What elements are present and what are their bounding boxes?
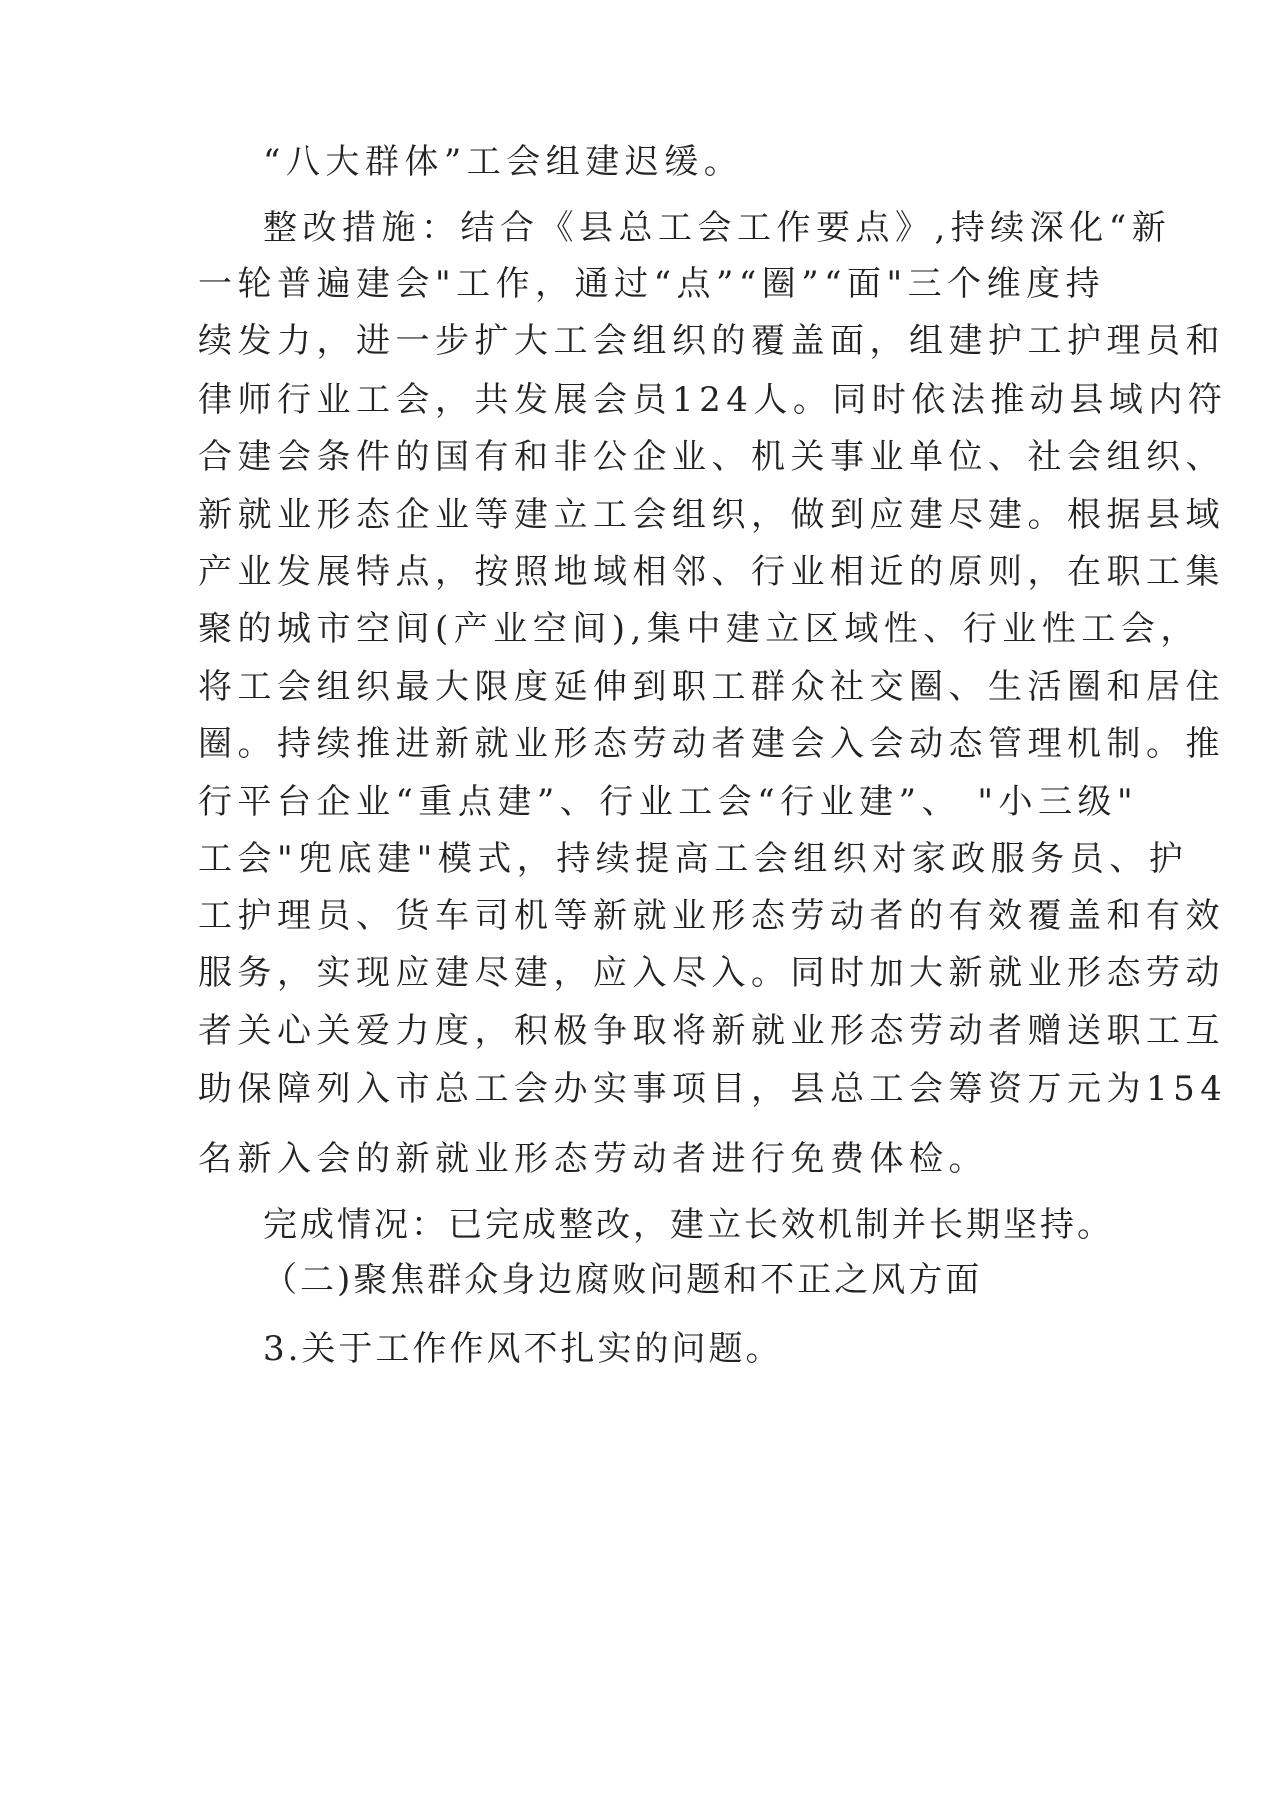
- text-line-7: 新就业形态企业等建立工会组织，做到应建尽建。根据县域: [198, 495, 1225, 535]
- text-line-13: 工会"兜底建"模式，持续提高工会组织对家政服务员、护: [198, 839, 1189, 879]
- text-line-10: 将工会组织最大限度延伸到职工群众社交圈、生活圈和居住: [198, 667, 1225, 707]
- text-line-3: 一轮普遍建会"工作，通过“点”“圈”“面"三个维度持: [198, 264, 1106, 304]
- section-heading: （二)聚焦群众身边腐败问题和不正之风方面: [263, 1260, 983, 1300]
- text-line-1: “八大群体”工会组建迟缓。: [263, 142, 744, 182]
- text-line-18: 名新入会的新就业形态劳动者进行免费体检。: [198, 1139, 988, 1179]
- text-line-5: 律师行业工会，共发展会员124人。同时依法推动县域内符: [198, 380, 1228, 420]
- text-line-12: 行平台企业“重点建”、行业工会“行业建”、 "小三级": [198, 782, 1139, 822]
- text-line-16: 者关心关爱力度，积极争取将新就业形态劳动者赠送职工互: [198, 1011, 1225, 1051]
- text-line-11: 圈。持续推进新就业形态劳动者建会入会动态管理机制。推: [198, 724, 1225, 764]
- text-line-6: 合建会条件的国有和非公企业、机关事业单位、社会组织、: [198, 437, 1225, 477]
- item-heading: 3.关于工作作风不扎实的问题。: [263, 1329, 783, 1369]
- text-line-17: 助保障列入市总工会办实事项目，县总工会筹资万元为154: [198, 1069, 1228, 1109]
- text-line-15: 服务，实现应建尽建，应入尽入。同时加大新就业形态劳动: [198, 953, 1225, 993]
- text-line-4: 续发力，进一步扩大工会组织的覆盖面，组建护工护理员和: [198, 321, 1225, 361]
- text-line-8: 产业发展特点，按照地域相邻、行业相近的原则，在职工集: [198, 552, 1225, 592]
- text-line-14: 工护理员、货车司机等新就业形态劳动者的有效覆盖和有效: [198, 896, 1225, 936]
- text-line-9: 聚的城市空间(产业空间),集中建立区域性、行业性工会，: [198, 609, 1200, 649]
- completion-status: 完成情况：已完成整改，建立长效机制并长期坚持。: [263, 1205, 1114, 1245]
- text-line-2: 整改措施：结合《县总工会工作要点》,持续深化“新: [263, 208, 1172, 248]
